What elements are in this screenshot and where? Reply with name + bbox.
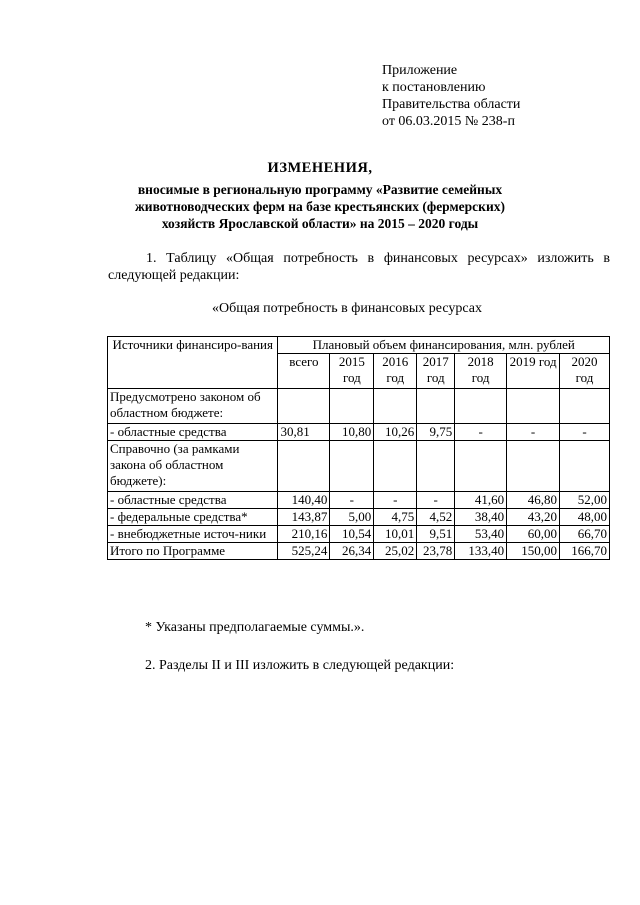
financing-table bbox=[107, 336, 610, 560]
year-header: 2018 год bbox=[455, 354, 507, 389]
table-cell: - bbox=[507, 424, 560, 441]
table-cell: 30,81 bbox=[278, 424, 330, 441]
title-main: ИЗМЕНЕНИЯ, bbox=[267, 160, 373, 176]
table-cell: 4,52 bbox=[417, 509, 455, 526]
table-cell: 143,87 bbox=[278, 509, 330, 526]
table-row bbox=[108, 526, 610, 543]
table-cell: 4,75 bbox=[374, 509, 417, 526]
row-label: - областные средства bbox=[108, 424, 278, 441]
table-cell: 66,70 bbox=[560, 526, 610, 543]
table-cell: 133,40 bbox=[455, 543, 507, 560]
source-header: Источники финансиро-вания bbox=[108, 337, 278, 389]
table-cell: 5,00 bbox=[330, 509, 374, 526]
title-line: хозяйств Ярославской области» на 2015 – 2020 годы bbox=[161, 216, 479, 231]
year-header: 2015 год bbox=[330, 354, 374, 389]
table-row bbox=[108, 389, 610, 424]
paragraph-1: 1. Таблицу «Общая потребность в финансовых ресурсах» изложить в следующей редакции: bbox=[108, 251, 610, 283]
table-row bbox=[108, 424, 610, 441]
table-row bbox=[108, 441, 610, 492]
table-cell: 43,20 bbox=[507, 509, 560, 526]
table-cell: 150,00 bbox=[507, 543, 560, 560]
footnote: * Указаны предполагаемые суммы.». bbox=[145, 620, 365, 635]
table-cell: 9,51 bbox=[417, 526, 455, 543]
row-label: - областные средства bbox=[108, 492, 278, 509]
table-cell: 52,00 bbox=[560, 492, 610, 509]
title-line: животноводческих ферм на базе крестьянских (фермерских) bbox=[135, 199, 505, 214]
row-label: - внебюджетные источ-ники bbox=[108, 526, 278, 543]
table-cell: 10,01 bbox=[374, 526, 417, 543]
year-header: 2020 год bbox=[560, 354, 610, 389]
table-row bbox=[108, 509, 610, 526]
appendix-line: к постановлению bbox=[382, 80, 486, 95]
table-total-row bbox=[108, 543, 610, 560]
table-cell: 38,40 bbox=[455, 509, 507, 526]
table-cell: 53,40 bbox=[455, 526, 507, 543]
table-cell: 23,78 bbox=[417, 543, 455, 560]
table-cell: 210,16 bbox=[278, 526, 330, 543]
section-label: Предусмотрено законом об областном бюджете: bbox=[108, 389, 278, 424]
table-cell: 10,80 bbox=[330, 424, 374, 441]
paragraph-2: 2. Разделы II и III изложить в следующей редакции: bbox=[145, 658, 455, 673]
table-cell: 10,26 bbox=[374, 424, 417, 441]
table-cell: 525,24 bbox=[278, 543, 330, 560]
table-row bbox=[108, 492, 610, 509]
section-label: Справочно (за рамками закона об областном бюджете): bbox=[108, 441, 278, 492]
row-label: Итого по Программе bbox=[108, 543, 278, 560]
table-cell: 41,60 bbox=[455, 492, 507, 509]
table-cell: - bbox=[374, 492, 417, 509]
table-cell: - bbox=[455, 424, 507, 441]
table-cell: 10,54 bbox=[330, 526, 374, 543]
table-header-row bbox=[108, 337, 610, 354]
plan-header: Плановый объем финансирования, млн. рублей bbox=[278, 337, 610, 354]
table-cell: 25,02 bbox=[374, 543, 417, 560]
document-title bbox=[100, 160, 540, 232]
table-cell: 46,80 bbox=[507, 492, 560, 509]
appendix-line: Правительства области bbox=[382, 97, 521, 112]
table-cell: - bbox=[330, 492, 374, 509]
table-cell: - bbox=[560, 424, 610, 441]
appendix-line: Приложение bbox=[382, 63, 458, 78]
year-header: 2016 год bbox=[374, 354, 417, 389]
title-line: вносимые в региональную программу «Развитие семейных bbox=[137, 182, 503, 197]
total-header: всего bbox=[278, 354, 330, 389]
row-label: - федеральные средства* bbox=[108, 509, 278, 526]
appendix-reference bbox=[382, 62, 520, 130]
table-cell: 140,40 bbox=[278, 492, 330, 509]
table-cell: 166,70 bbox=[560, 543, 610, 560]
table-cell: - bbox=[417, 492, 455, 509]
table-cell: 9,75 bbox=[417, 424, 455, 441]
table-cell: 48,00 bbox=[560, 509, 610, 526]
year-header: 2017 год bbox=[417, 354, 455, 389]
table-caption: «Общая потребность в финансовых ресурсах bbox=[212, 301, 482, 316]
appendix-line: от 06.03.2015 № 238-п bbox=[382, 114, 515, 129]
year-header: 2019 год bbox=[507, 354, 560, 389]
table-cell: 60,00 bbox=[507, 526, 560, 543]
table-cell: 26,34 bbox=[330, 543, 374, 560]
